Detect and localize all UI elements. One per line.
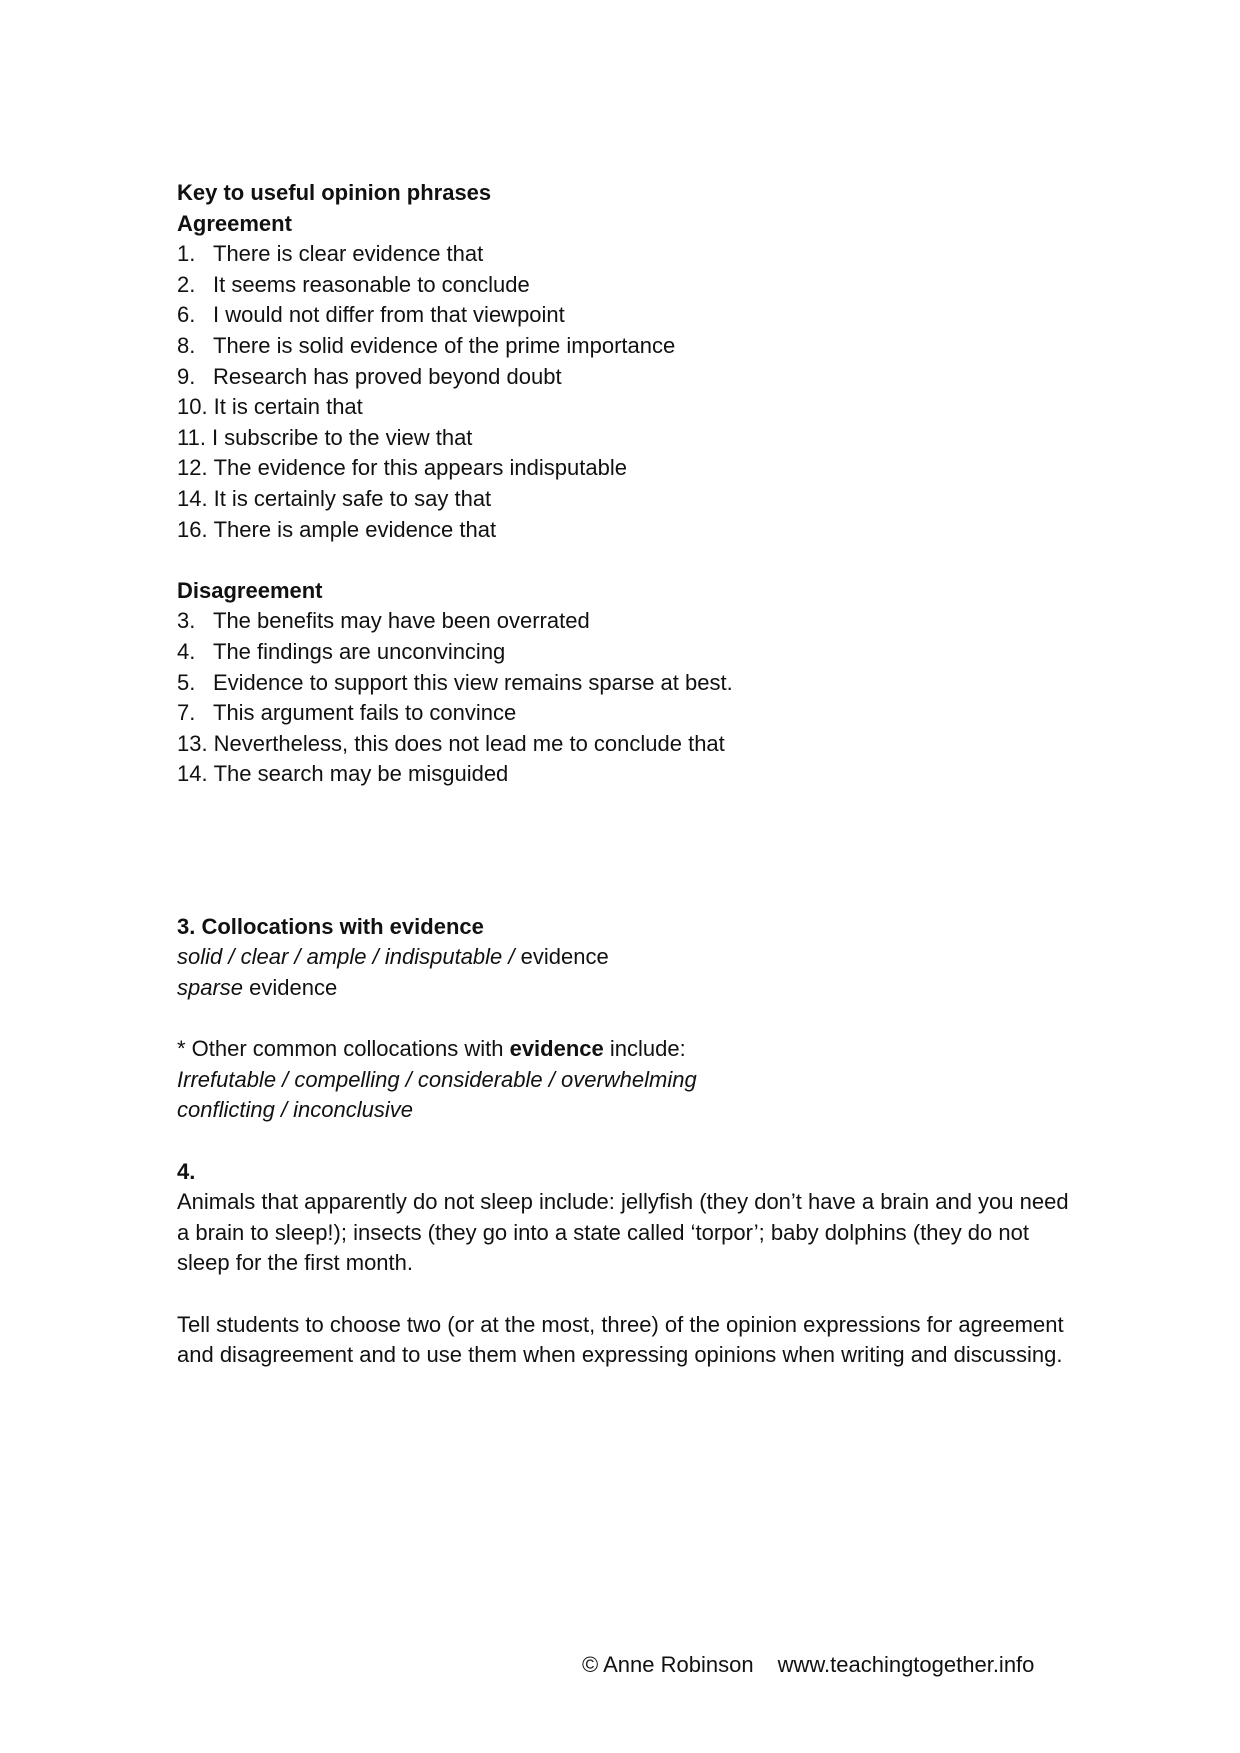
- section-4-paragraph-2: Tell students to choose two (or at the most, three) of the opinion expressions for agreement and disagreement and to use them when expressing opinions when writing and discussing.: [177, 1311, 1064, 1368]
- item-text: It is certain that: [213, 394, 363, 420]
- item-text: I subscribe to the view that: [211, 424, 473, 450]
- item-text: I would not differ from that viewpoint: [213, 302, 565, 328]
- item-number: 16.: [177, 516, 208, 542]
- collocations-line-1: [177, 942, 1077, 973]
- item-number: 14.: [177, 761, 208, 787]
- spacer: [177, 790, 1077, 912]
- agreement-heading: Agreement: [177, 210, 292, 236]
- list-item: [177, 515, 1077, 546]
- list-item: [177, 484, 1077, 515]
- spacer: [177, 1126, 1077, 1157]
- list-item: [177, 698, 1077, 729]
- item-number: 14.: [177, 485, 208, 511]
- spacer: [177, 545, 1077, 576]
- item-number: 13.: [177, 730, 208, 756]
- item-text: It seems reasonable to conclude: [213, 271, 530, 297]
- list-item: [177, 668, 1077, 699]
- footer: [582, 1652, 1034, 1678]
- item-number: 2.: [177, 271, 196, 297]
- list-item: [177, 453, 1077, 484]
- keyword: evidence: [509, 1036, 604, 1062]
- list-item: [177, 239, 1077, 270]
- document-body: [177, 178, 1077, 1371]
- list-item: [177, 331, 1077, 362]
- item-number: 9.: [177, 363, 196, 389]
- website-link[interactable]: www.teachingtogether.info: [777, 1652, 1035, 1677]
- disagreement-heading: Disagreement: [177, 577, 323, 603]
- item-number: 11.: [177, 424, 206, 450]
- list-item: [177, 423, 1077, 454]
- adjective-list: solid / clear / ample / indisputable /: [177, 944, 521, 970]
- list-item: [177, 637, 1077, 668]
- other-collocations-line-2: conflicting / inconclusive: [177, 1097, 414, 1123]
- item-text: Nevertheless, this does not lead me to conclude that: [213, 730, 725, 756]
- list-item: [177, 729, 1077, 760]
- item-number: 8.: [177, 332, 196, 358]
- list-item: [177, 759, 1077, 790]
- item-text: It is certainly safe to say that: [213, 485, 492, 511]
- item-text: The findings are unconvincing: [213, 638, 506, 664]
- list-item: [177, 362, 1077, 393]
- item-text: The benefits may have been overrated: [213, 608, 590, 634]
- list-item: [177, 606, 1077, 637]
- section-4-heading: 4.: [177, 1158, 196, 1184]
- item-number: 12.: [177, 455, 208, 481]
- list-item: [177, 392, 1077, 423]
- agreement-list: [177, 239, 1077, 545]
- noun-text: evidence: [243, 975, 338, 1001]
- disagreement-list: [177, 606, 1077, 790]
- collocations-line-2: [177, 973, 1077, 1004]
- intro-suffix: include:: [603, 1036, 686, 1062]
- adjective: sparse: [177, 975, 244, 1001]
- list-item: [177, 270, 1077, 301]
- item-text: There is clear evidence that: [213, 241, 484, 267]
- item-text: There is ample evidence that: [213, 516, 497, 542]
- item-text: The search may be misguided: [213, 761, 509, 787]
- item-text: Evidence to support this view remains sparse at best.: [213, 669, 733, 695]
- spacer: [177, 1279, 1077, 1310]
- item-number: 4.: [177, 638, 196, 664]
- item-number: 6.: [177, 302, 196, 328]
- item-text: Research has proved beyond doubt: [213, 363, 562, 389]
- item-text: There is solid evidence of the prime importance: [213, 332, 676, 358]
- spacer: [177, 1004, 1077, 1035]
- list-item: [177, 300, 1077, 331]
- other-collocations-line-1: Irrefutable / compelling / considerable / overwhelming: [177, 1066, 697, 1092]
- noun-text: evidence: [520, 944, 609, 970]
- other-collocations-intro: [177, 1034, 1077, 1065]
- document-title: Key to useful opinion phrases: [177, 180, 492, 205]
- collocations-heading: 3. Collocations with evidence: [177, 913, 484, 939]
- item-number: 7.: [177, 700, 196, 726]
- item-text: The evidence for this appears indisputable: [213, 455, 627, 481]
- item-number: 5.: [177, 669, 196, 695]
- intro-text: * Other common collocations with: [177, 1036, 510, 1062]
- item-number: 1.: [177, 241, 196, 267]
- copyright-text: © Anne Robinson: [582, 1652, 754, 1677]
- item-number: 3.: [177, 608, 196, 634]
- item-text: This argument fails to convince: [213, 700, 517, 726]
- item-number: 10.: [177, 394, 208, 420]
- section-4-paragraph-1: Animals that apparently do not sleep include: jellyfish (they don’t have a brain and you need a brain to sleep!); insects (they go into a state called ‘torpor’; baby dolphins (they do not sleep for the first month.: [177, 1189, 1069, 1276]
